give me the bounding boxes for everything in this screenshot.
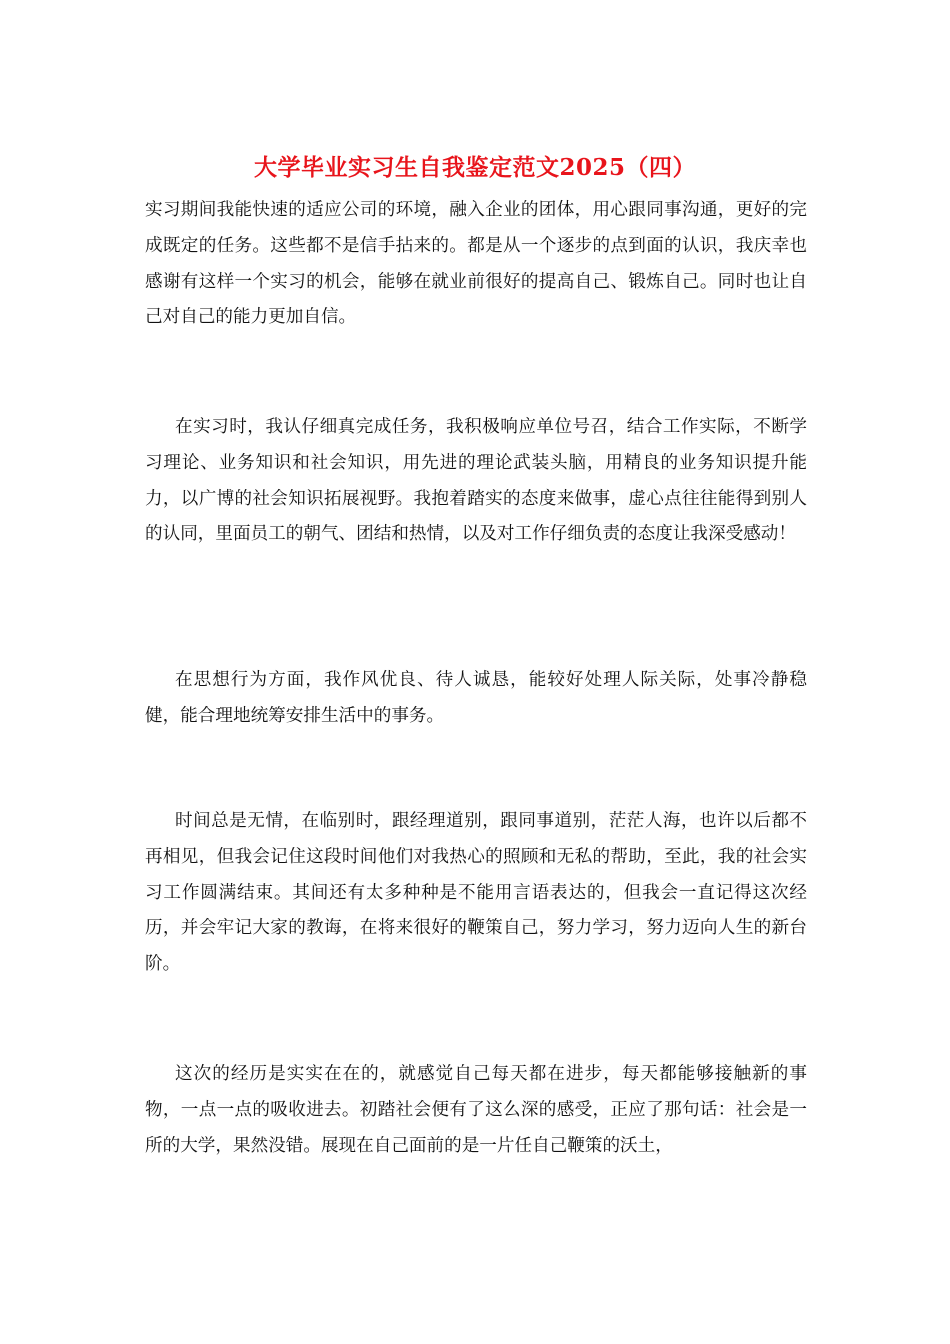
- paragraph-1: 实习期间我能快速的适应公司的环境，融入企业的团体，用心跟同事沟通，更好的完成既定的任务。这些都不是信手拈来的。都是从一个逐步的点到面的认识，我庆幸也感谢有这样一个实习的机会，能够在就业前很好的提高自己、锻炼自己。同时也让自己对自己的能力更加自信。: [145, 200, 807, 328]
- paragraph-2: 在实习时，我认仔细真完成任务，我积极响应单位号召，结合工作实际，不断学习理论、业务知识和社会知识，用先进的理论武装头脑，用精良的业务知识提升能力，以广博的社会知识拓展视野。我抱着踏实的态度来做事，虚心点往往能得到别人的认同，里面员工的朝气、团结和热情，以及对工作仔细负责的态度让我深受感动！: [145, 417, 807, 545]
- paragraph-3: 在思想行为方面，我作风优良、待人诚恳，能较好处理人际关际，处事冷静稳健，能合理地统筹安排生活中的事务。: [145, 670, 807, 726]
- paragraph-4: 时间总是无情，在临别时，跟经理道别，跟同事道别，茫茫人海，也许以后都不再相见，但我会记住这段时间他们对我热心的照顾和无私的帮助，至此，我的社会实习工作圆满结束。其间还有太多种种是不能用言语表达的，但我会一直记得这次经历，并会牢记大家的教诲，在将来很好的鞭策自己，努力学习，努力迈向人生的新台阶。: [145, 811, 807, 975]
- paragraph-5: 这次的经历是实实在在的，就感觉自己每天都在进步，每天都能够接触新的事物，一点一点的吸收进去。初踏社会便有了这么深的感受，正应了那句话：社会是一所的大学，果然没错。展现在自己面前的是一片任自己鞭策的沃土，: [145, 1064, 807, 1156]
- document-title: 大学毕业实习生自我鉴定范文2025（四）: [253, 154, 696, 181]
